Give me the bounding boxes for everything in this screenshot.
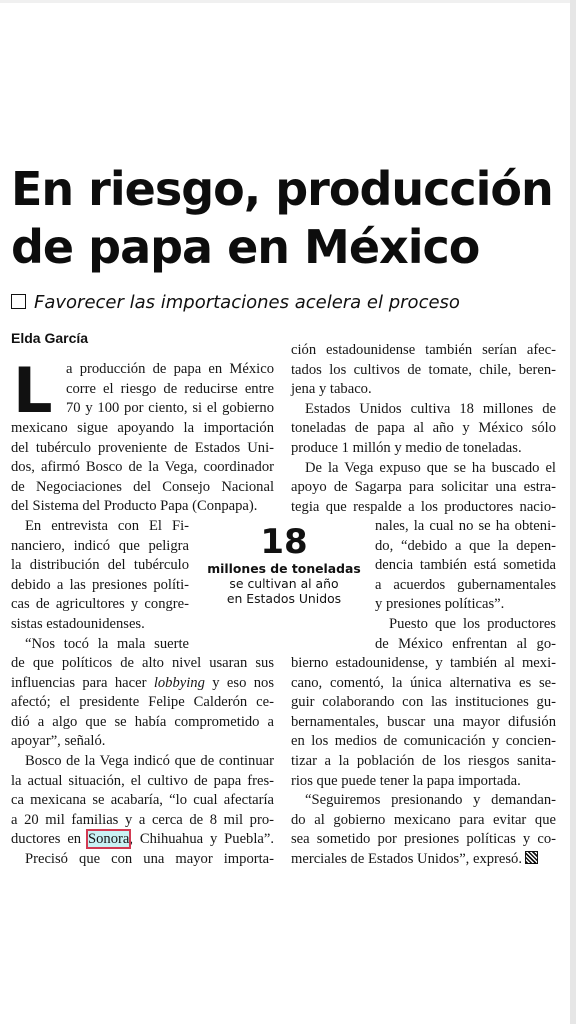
top-edge	[0, 0, 576, 3]
text-line: guir colaborando con las instituciones gu-	[291, 694, 556, 711]
column-1-wrap	[11, 517, 189, 654]
text-line: merciales de Estados Unidos”, expresó.	[291, 850, 556, 870]
text-line: bierno estadounidense, y también al mexi-	[291, 655, 556, 671]
text-line: ductores en Sonora, Chihuahua y Puebla”.	[11, 831, 275, 848]
text-line: afectó; el presidente Felipe Calderón ce-	[11, 694, 274, 711]
text-line: de México enfrentan al go-	[375, 635, 556, 652]
text-line: “Nos tocó la mala suerte	[25, 635, 189, 652]
text-line: la actual situación, el cultivo de papa fres-	[11, 772, 274, 789]
text-line: en los medios de comunicación y concien-	[291, 733, 556, 750]
text-line: sea sometido por presiones políticas y co-	[291, 831, 556, 848]
text-line: do al gobierno mexicano para evitar que	[291, 811, 556, 828]
text-line: del Sistema del Producto Papa (Conpapa).	[11, 498, 258, 515]
text-line: ción estadounidense también serían afec-	[291, 342, 556, 358]
text-line: debido a las presiones políti-	[11, 576, 189, 593]
text-line: dos, afirmó Bosco de la Vega, coordinador	[11, 459, 274, 476]
lobbying-italic: lobbying	[153, 674, 205, 691]
column-1-intro	[66, 360, 274, 419]
column-2-lower	[291, 654, 556, 870]
drop-cap: L	[13, 354, 53, 427]
text-line: tegia que respalde a los productores nacio-	[291, 498, 556, 515]
pull-quote-line-3: en Estados Unidos	[226, 591, 342, 606]
right-edge	[570, 0, 576, 1024]
column-1	[11, 419, 274, 517]
text-line: y presiones políticas”.	[375, 596, 505, 613]
column-2-wrap	[375, 517, 556, 654]
column-2	[291, 341, 556, 517]
deck-text: Favorecer las importaciones acelera el proceso	[34, 292, 460, 313]
text-line: cas de agricultores y congre-	[11, 596, 189, 613]
text-line: influencias para hacer lobbying y eso nos	[11, 674, 274, 691]
text-line: dió a algo que se había comprometido a	[11, 713, 274, 730]
text-line: del tubérculo proveniente de Estados Uni-	[11, 439, 274, 456]
text-line: En entrevista con El Fi-	[25, 518, 189, 534]
headline	[11, 160, 571, 276]
pull-quote-number: 18	[260, 522, 308, 562]
column-1-lower	[11, 654, 274, 870]
text-line: de que políticos de alto nivel usaran sus	[11, 655, 274, 671]
headline-line-2: de papa en México	[11, 220, 480, 274]
text-line: ca mexicana se acabaría, “lo cual afectaría	[11, 792, 274, 809]
highlighted-word-sonora[interactable]: Sonora	[87, 831, 130, 848]
text-line: rios que puede tener la papa importada.	[291, 772, 521, 789]
pull-quote	[204, 523, 364, 606]
text-line: la distribución del tubérculo	[11, 557, 189, 574]
text-line: Puesto que los productores	[389, 615, 556, 632]
text-line: tizar a la población de los riesgos sanita-	[291, 752, 556, 769]
text-line: “Seguiremos presionando y demandan-	[305, 792, 556, 809]
text-line: do, “debido a que la depen-	[375, 537, 556, 554]
text-line: apoyo de Sagarpa para solicitar una estra-	[291, 479, 556, 496]
pull-quote-line-1: millones de toneladas	[207, 561, 361, 576]
text-line: apoyar”, señaló.	[11, 733, 106, 750]
end-of-article-icon	[525, 851, 538, 864]
square-bullet-icon	[11, 294, 26, 309]
text-line: nales, la cual no se ha obteni-	[375, 518, 556, 534]
text-line: toneladas de papa al año y México sólo	[291, 420, 556, 437]
text-line: produce 1 millón y medio de toneladas.	[291, 439, 522, 456]
text-line: tados los cultivos de tomate, chile, beren-	[291, 361, 556, 378]
text-line: a 20 mil familias y a cerca de 8 mil pro-	[11, 811, 274, 828]
text-line: bernamentales, buscar una mayor difusión	[291, 713, 556, 730]
text-line: a producción de papa en México	[66, 361, 274, 377]
headline-line-1: En riesgo, producción	[11, 162, 553, 216]
text-line: Precisó que con una mayor importa-	[25, 850, 274, 867]
text-line: nanciero, indicó que peligra	[11, 537, 189, 554]
text-line: Estados Unidos cultiva 18 millones de	[305, 400, 556, 417]
text-line: sistas estadounidenses.	[11, 615, 145, 632]
text-line: jena y tabaco.	[291, 381, 372, 398]
text-line: de Negociaciones del Consejo Nacional	[11, 478, 274, 495]
pull-quote-line-2: se cultivan al año	[229, 576, 339, 591]
deck	[11, 292, 571, 313]
byline: Elda García	[11, 330, 89, 346]
text-line: a acuerdos gubernamentales	[375, 576, 556, 593]
text-line: 70 y 100 por ciento, si el gobierno	[66, 400, 274, 417]
text-line: corre el riesgo de reducirse entre	[66, 380, 274, 397]
text-line: cano, comentó, la única alternativa es se-	[291, 674, 556, 691]
text-line: mexicano sigue apoyando la importación	[11, 420, 274, 436]
text-line: Bosco de la Vega indicó que de continuar	[25, 752, 274, 769]
text-line: De la Vega expuso que se ha buscado el	[305, 459, 556, 476]
text-line: dencia también está sometida	[375, 557, 556, 574]
